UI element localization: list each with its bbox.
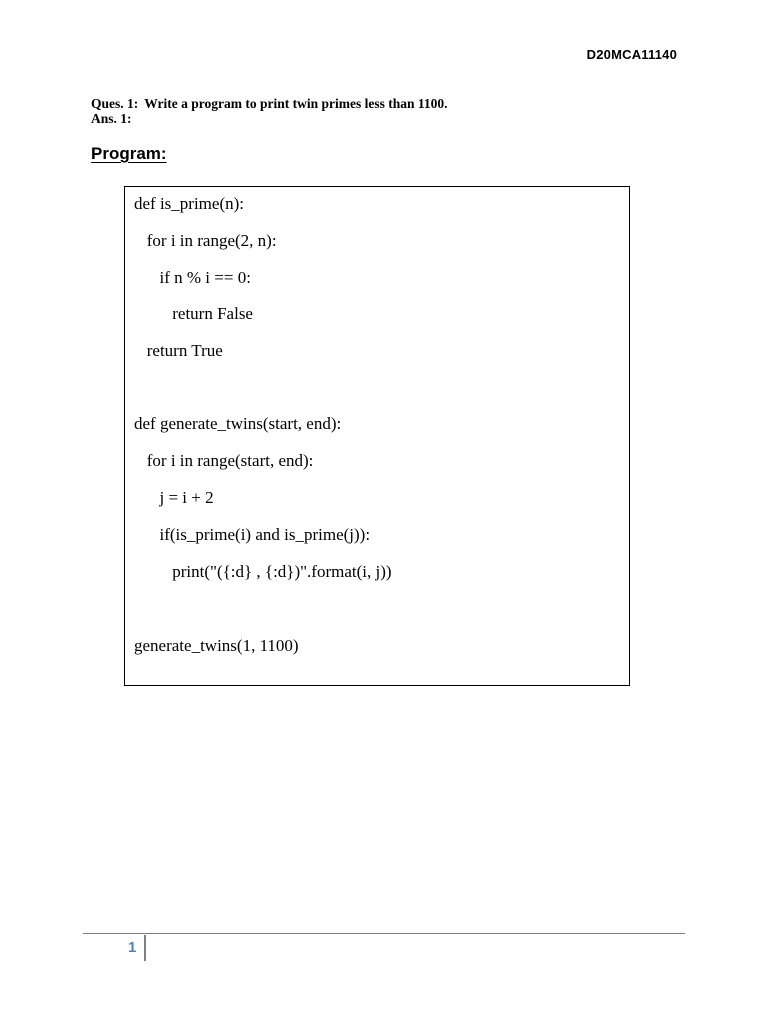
code-line: j = i + 2 [134, 488, 214, 507]
program-heading: Program: [91, 144, 167, 163]
code-line: generate_twins(1, 1100) [134, 636, 299, 655]
question-block [91, 96, 448, 126]
code-line: def is_prime(n): [134, 194, 244, 213]
code-line: for i in range(2, n): [134, 231, 277, 250]
code-line: def generate_twins(start, end): [134, 414, 342, 433]
document-id: D20MCA11140 [586, 47, 677, 62]
code-line: if n % i == 0: [134, 268, 251, 287]
code-line: return False [134, 304, 253, 323]
question-line [91, 96, 448, 111]
question-label: Ques. 1: [91, 96, 139, 111]
page-number-divider [144, 935, 146, 961]
answer-label: Ans. 1: [91, 111, 132, 126]
code-line: if(is_prime(i) and is_prime(j)): [134, 525, 371, 544]
code-line: print("({:d} , {:d})".format(i, j)) [134, 562, 392, 581]
question-text: Write a program to print twin primes less than 1100. [144, 96, 448, 111]
code-box [124, 186, 630, 686]
code-line: return True [134, 341, 223, 360]
page-number: 1 [128, 939, 137, 956]
footer-rule [83, 933, 685, 934]
code-line: for i in range(start, end): [134, 451, 314, 470]
